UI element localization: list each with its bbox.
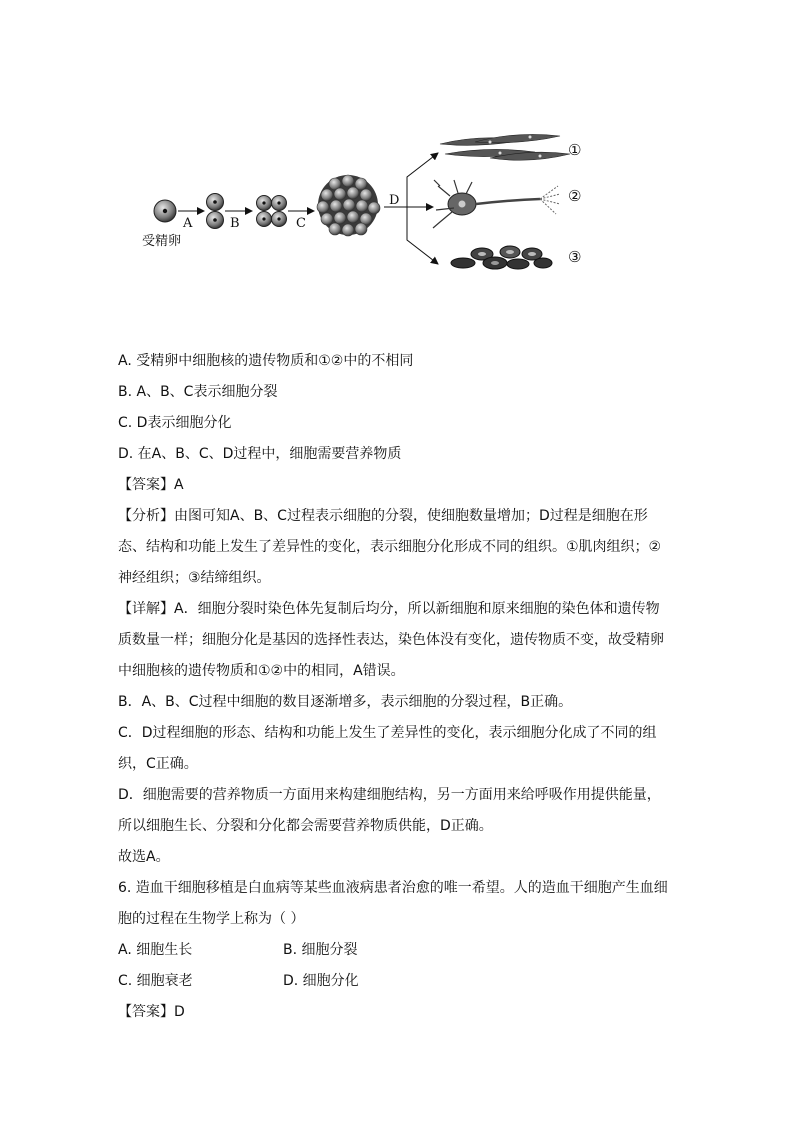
q6-option-b: B. 细胞分裂	[283, 942, 358, 958]
process-label-b: B	[230, 216, 240, 231]
branch-arrows	[384, 153, 438, 264]
branch-label-2: ②	[568, 187, 582, 205]
q6-options-row-2	[118, 966, 688, 997]
option-c: C. D表示细胞分化	[118, 415, 232, 431]
branch-label-1: ①	[568, 141, 582, 159]
q6-stem-line-2: 胞的过程在生物学上称为（ ）	[118, 911, 305, 927]
q6-option-a: A. 细胞生长	[118, 942, 193, 958]
detail-line-1: 【详解】A．细胞分裂时染色体先复制后均分，所以新细胞和原来细胞的染色体和遗传物	[118, 601, 660, 617]
detail-line-7: D．细胞需要的营养物质一方面用来构建细胞结构，另一方面用来给呼吸作用提供能量，	[118, 787, 661, 803]
process-label-d: D	[389, 193, 400, 208]
cell-cluster	[317, 175, 380, 236]
detail-line-4: B．A、B、C过程中细胞的数目逐渐增多，表示细胞的分裂过程，B正确。	[118, 694, 573, 710]
detail-line-8: 所以细胞生长、分裂和分化都会需要营养物质供能，D正确。	[118, 818, 493, 834]
connective-tissue-cells	[451, 246, 552, 269]
answer-q6: 【答案】D	[118, 1004, 185, 1020]
four-cell-stage	[257, 196, 287, 227]
q6-option-c: C. 细胞衰老	[118, 973, 193, 989]
detail-line-5: C．D过程细胞的形态、结构和功能上发生了差异性的变化，表示细胞分化成了不同的组	[118, 725, 657, 741]
muscle-cells	[440, 134, 570, 160]
two-cell-stage	[207, 194, 224, 229]
detail-line-2: 质数量一样；细胞分化是基因的选择性表达，染色体没有变化，遗传物质不变，故受精卵	[118, 632, 664, 648]
process-label-a: A	[183, 216, 193, 231]
option-b: B. A、B、C表示细胞分裂	[118, 384, 278, 400]
analysis-line-3: 神经组织；③结缔组织。	[118, 570, 271, 586]
q6-option-d: D. 细胞分化	[283, 973, 359, 989]
detail-line-9: 故选A。	[118, 849, 170, 865]
fertilized-egg-cell	[154, 200, 176, 222]
option-d: D. 在A、B、C、D过程中，细胞需要营养物质	[118, 446, 402, 462]
process-label-c: C	[296, 216, 306, 231]
neuron-cell	[433, 180, 560, 228]
question-text-block	[118, 346, 688, 1028]
q6-options-row-1	[118, 935, 688, 966]
detail-line-3: 中细胞核的遗传物质和①②中的相同，A错误。	[118, 663, 405, 679]
fertilized-egg-label: 受精卵	[142, 234, 182, 249]
option-a: A. 受精卵中细胞核的遗传物质和①②中的不相同	[118, 353, 414, 369]
figure-drawing	[130, 122, 600, 282]
detail-line-6: 织，C正确。	[118, 756, 198, 772]
answer-q5: 【答案】A	[118, 477, 184, 493]
branch-label-3: ③	[568, 248, 582, 266]
q6-stem-line-1: 6. 造血干细胞移植是白血病等某些血液病患者治愈的唯一希望。人的造血干细胞产生血细	[118, 880, 668, 896]
analysis-line-1: 【分析】由图可知A、B、C过程表示细胞的分裂，使细胞数量增加；D过程是细胞在形	[118, 508, 648, 524]
analysis-line-2: 态、结构和功能上发生了差异性的变化，表示细胞分化形成不同的组织。①肌肉组织；②	[118, 539, 662, 555]
cell-division-differentiation-figure	[130, 122, 600, 282]
